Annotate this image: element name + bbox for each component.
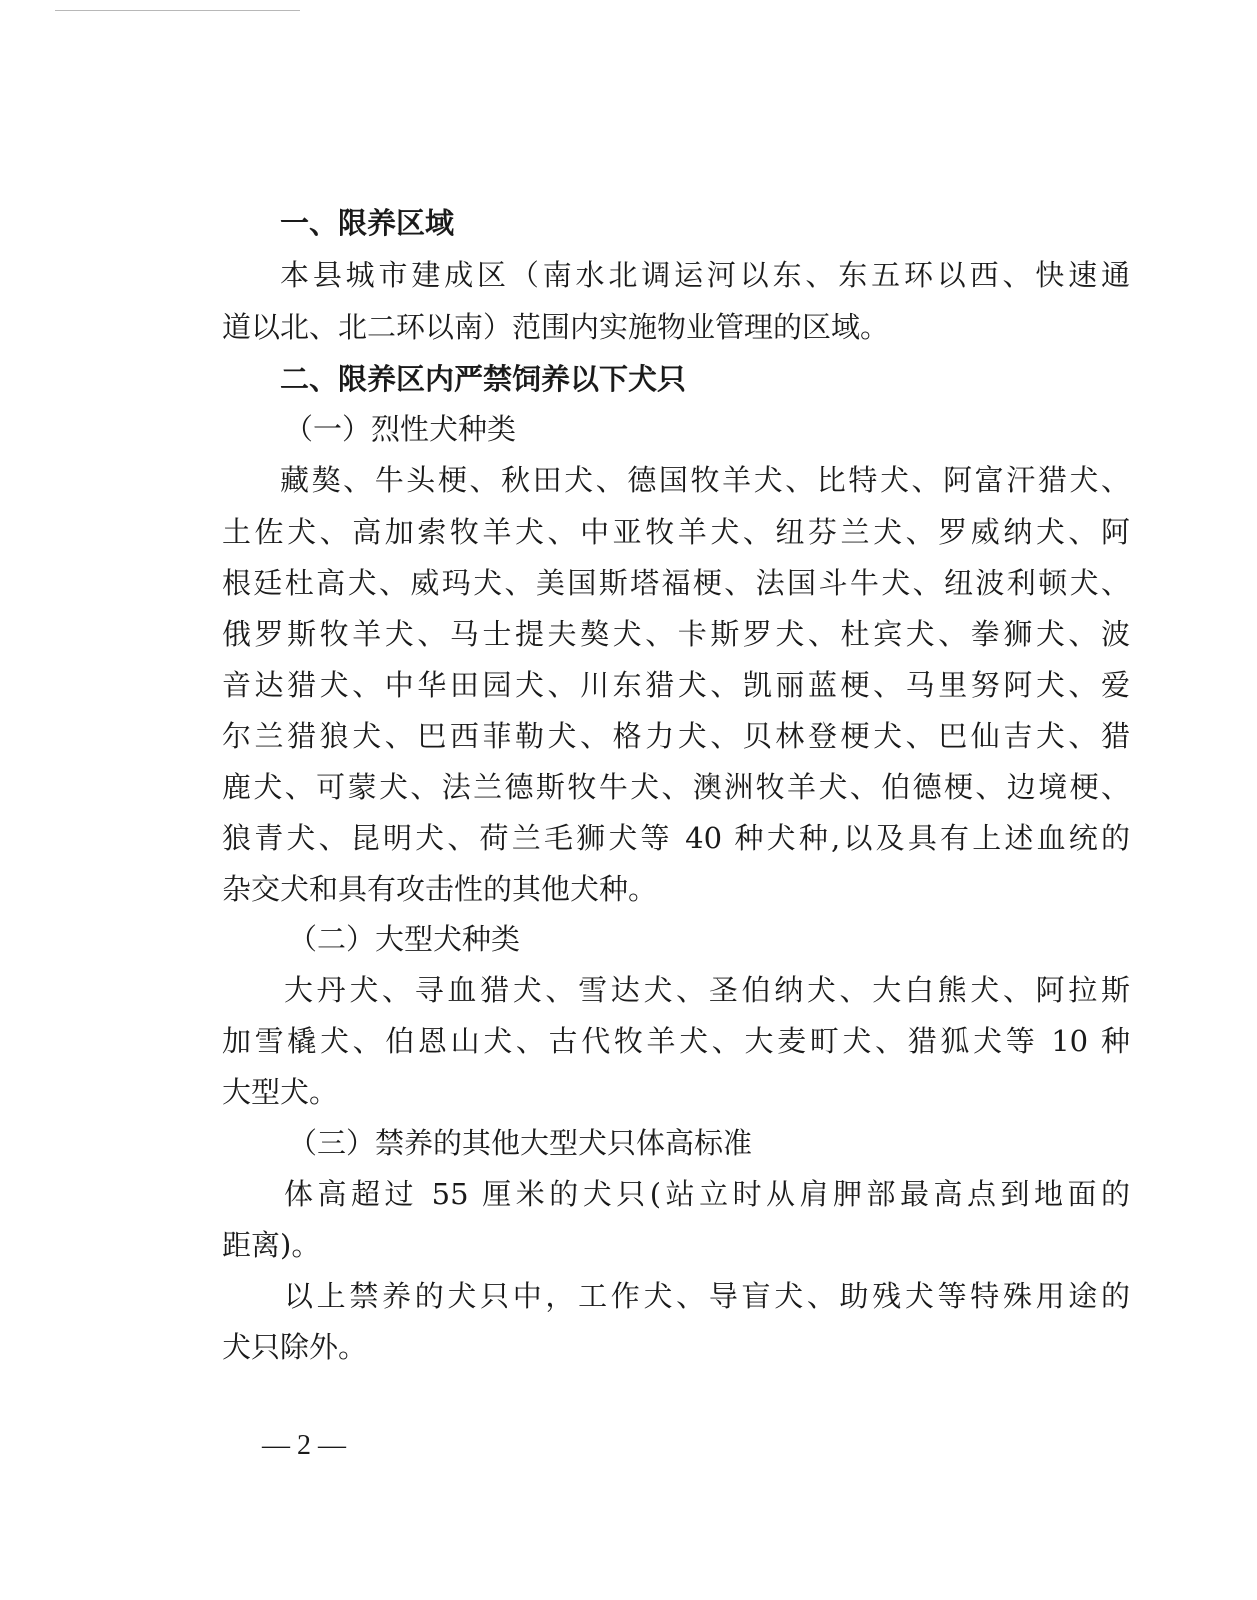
page-number: — 2 — — [262, 1430, 346, 1461]
subsection-3-title: （三）禁养的其他大型犬只体高标准 — [288, 1126, 753, 1160]
subsection-1-line-8: 狼青犬、昆明犬、荷兰毛狮犬等 40 种犬种,以及具有上述血统的 — [222, 821, 1130, 855]
exemption-note-line-2: 犬只除外。 — [222, 1330, 368, 1364]
subsection-3-line-1: 体高超过 55 厘米的犬只(站立时从肩胛部最高点到地面的 — [284, 1177, 1130, 1211]
subsection-1-line-1: 藏獒、牛头梗、秋田犬、德国牧羊犬、比特犬、阿富汗猎犬、 — [280, 463, 1130, 497]
subsection-1-line-4: 俄罗斯牧羊犬、马士提夫獒犬、卡斯罗犬、杜宾犬、拳狮犬、波 — [222, 617, 1130, 651]
subsection-1-title: （一）烈性犬种类 — [284, 412, 517, 446]
section-1-body-line-1: 本县城市建成区（南水北调运河以东、东五环以西、快速通 — [280, 258, 1130, 292]
subsection-1-line-5: 音达猎犬、中华田园犬、川东猎犬、凯丽蓝梗、马里努阿犬、爱 — [222, 668, 1130, 702]
subsection-1-line-6: 尔兰猎狼犬、巴西菲勒犬、格力犬、贝林登梗犬、巴仙吉犬、猎 — [222, 719, 1130, 753]
subsection-1-line-7: 鹿犬、可蒙犬、法兰德斯牧牛犬、澳洲牧羊犬、伯德梗、边境梗、 — [222, 770, 1130, 804]
subsection-2-line-3: 大型犬。 — [222, 1075, 339, 1109]
subsection-2-line-2: 加雪橇犬、伯恩山犬、古代牧羊犬、大麦町犬、猎狐犬等 10 种 — [222, 1024, 1130, 1058]
subsection-2-title: （二）大型犬种类 — [288, 922, 521, 956]
subsection-2-line-1: 大丹犬、寻血猎犬、雪达犬、圣伯纳犬、大白熊犬、阿拉斯 — [284, 973, 1130, 1007]
section-1-body-line-2: 道以北、北二环以南）范围内实施物业管理的区域。 — [222, 310, 890, 344]
subsection-1-line-3: 根廷杜高犬、威玛犬、美国斯塔福梗、法国斗牛犬、纽波利顿犬、 — [222, 566, 1130, 600]
section-2-heading: 二、限养区内严禁饲养以下犬只 — [280, 362, 687, 396]
subsection-3-line-2: 距离)。 — [222, 1228, 321, 1262]
section-1-heading: 一、限养区域 — [280, 206, 455, 240]
subsection-1-line-2: 土佐犬、高加索牧羊犬、中亚牧羊犬、纽芬兰犬、罗威纳犬、阿 — [222, 515, 1130, 549]
exemption-note-line-1: 以上禁养的犬只中，工作犬、导盲犬、助残犬等特殊用途的 — [284, 1279, 1130, 1313]
subsection-1-line-9: 杂交犬和具有攻击性的其他犬种。 — [222, 872, 658, 906]
top-rule — [55, 10, 300, 11]
